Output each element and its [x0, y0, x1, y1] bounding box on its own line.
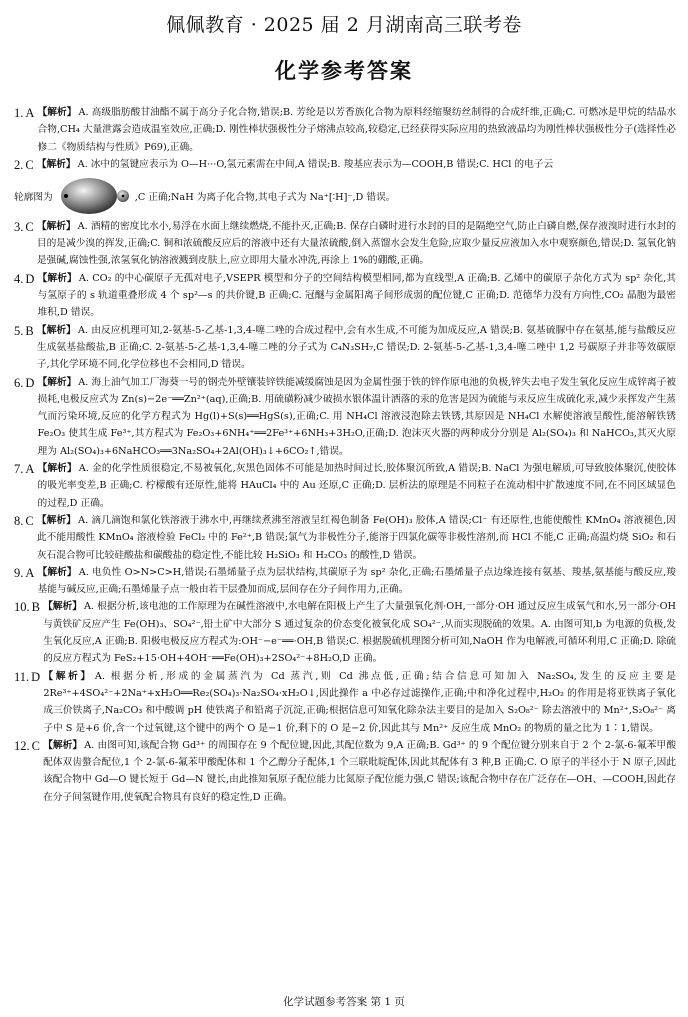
answer-item-12 [14, 737, 676, 806]
question-number: 1. [14, 106, 24, 120]
analysis-tag: 【解析】 [43, 739, 83, 751]
analysis-tag: 【解析】 [37, 376, 77, 388]
analysis-text: A. 冰中的氢键应表示为 O—H···O,氢元素需在中间,A 错误;B. 羧基应表示为—COOH,B 错误;C. HCl 的电子云 [77, 158, 554, 170]
question-number: 4. [14, 271, 24, 286]
page-footer: 化学试题参考答案 第 1 页 [283, 996, 405, 1008]
answer-choice: C [31, 738, 40, 753]
analysis-tag: 【解析】 [37, 463, 77, 475]
analysis-text: A. 电负性 O>N>C>H,错误;石墨烯量子点为层状结构,其碳原子为 sp² 杂化,正确;石墨烯量子点边缘连接有氨基、羧基,氨基能与酸反应,羧基能与碱反应,正确;石墨烯量子点一般由若干层叠加而成,层间存在分子间作用力,正确。 [37, 566, 676, 596]
figure-suffix-text: ,C 正确;NaH 为离子化合物,其电子式为 Na⁺[∶H]⁻,D 错误。 [134, 191, 396, 203]
answer-item-10 [14, 598, 676, 667]
question-number: 10. [14, 600, 30, 615]
question-number: 3. [14, 219, 24, 234]
question-number: 12. [14, 738, 30, 753]
electron-cloud-line [14, 174, 676, 218]
exam-header: 佩佩教育 · 2025 届 2 月湖南高三联考卷 [166, 14, 522, 36]
question-number: 2. [14, 157, 24, 172]
analysis-text: A. 海上油气加工厂海葵一号的钢壳外壁镶装锌铁能减缓腐蚀是因为金属性强于铁的锌作原电池的负极,锌失去电子发生氧化反应生成锌离子被损耗,电极反应式为 Zn(s)−2e⁻══Zn²⁺(aq),正确;B. 用硫磺粉减少破损水银体温计洒落的汞的危害是因为硫能与汞反应生成硫化汞,减少汞挥发产生蒸气而污染环境,反应的化学方程式为 Hg(l)+S(s)══HgS(s),正确;C. 用 NH₄Cl 溶液浸泡除去铁锈,其原因是 NH₄Cl 水解使溶液呈酸性,能溶解铁锈 Fe₂O₃ 使其生成 Fe³⁺,其方程式为 Fe₂O₃+6NH₄⁺══2Fe³⁺+6NH₃+3H₂O,正确;D. 泡沫灭火器的两种成分分别是 Al₂(SO₄)₃ 和 NaHCO₃,其灭火原理为 Al₂(SO₄)₃+6NaHCO₃══3Na₂SO₄+2Al(OH)₃↓+6CO₂↑,错误。 [37, 376, 676, 457]
analysis-text: A. 根据分析,该电池的工作原理为在碱性溶液中,水电解在阳极上产生了大量强氧化剂·OH,一部分·OH 通过反应生成氧气和水,另一部分·OH 与黄铁矿反应产生 Fe(OH)₃、SO₄²⁻,铅土矿中大部分 S 通过复杂的价态变化被氧化成 SO₄²⁻,从而实现脱硫的效果。A. 由图可知,b 为电源的负极,发生氧化反应,A 正确;B. 阳极电极反应方程式为:OH⁻−e⁻══·OH,B 错误;C. 根据脱硫机理图分析可知,NaOH 作为电解液,可循环利用,C 正确;D. 除硫的反应方程式为 FeS₂+15·OH+4OH⁻══Fe(OH)₃+2SO₄²⁻+8H₂O,D 正确。 [43, 601, 676, 665]
answer-choice: A [25, 462, 35, 477]
analysis-tag: 【解析】 [36, 514, 77, 526]
answer-item-4 [14, 270, 676, 322]
analysis-tag: 【解析】 [37, 566, 77, 578]
answer-choice: C [25, 513, 34, 528]
answer-item-11 [14, 668, 676, 737]
analysis-tag: 【解析】 [36, 220, 76, 232]
answer-choice: B [31, 600, 40, 615]
analysis-text: A. 金的化学性质很稳定,不易被氧化,灰黑色固体不可能是加热时间过长,胶体聚沉所致,A 错误;B. NaCl 为强电解质,可导致胶体聚沉,使胶体的吸光率变差,B 正确;C. 柠檬酸有还原性,能将 HAuCl₄ 中的 Au 还原,C 正确;D. 层析法的原理是不同粒子在流动相中扩散速度不同,在不同区域显色的过程,D 正确。 [37, 463, 677, 509]
analysis-text: A. 由图可知,该配合物 Gd³⁺ 的周围存在 9 个配位键,因此,其配位数为 9,A 正确;B. Gd³⁺ 的 9 个配位键分别来自于 2 个 2-氯-6-氟苯甲酸配体双齿螯合配位,1 个 2-氯-6-氟苯甲酸配体和 1 个乙醇分子配体,1 个三联吡啶配体,因此其配体有 3 种,B 正确;C. O 原子的半径小于 N 原子,因此该配合物中 Gd—O 键长短于 Gd—N 键长,由此推知氧原子配位能力比氮原子配位能力强,C 错误;该配合物中存在广泛存在—OH、—COOH,因此存在分子间氢键作用,使氧配合物具有良好的稳定性,D 正确。 [43, 739, 676, 803]
question-number: 9. [14, 565, 24, 580]
answer-choice: A [25, 565, 35, 580]
answer-choice: D [25, 271, 35, 286]
analysis-text: A. 高级脂肪酸甘油酯不属于高分子化合物,错误;B. 芳纶是以芳香族化合物为原料经缩聚纺丝制得的合成纤维,正确;C. 可燃冰是甲烷的结晶水合物,CH₄ 大量泄露会造成温室效应,正确;D. 刚性棒状强极性分子熔沸点较高,较稳定,已经获得实际应用的热致液晶均为刚性棒状强极性分子(选择性必修二《物质结构与性质》P69),正确。 [37, 107, 677, 153]
answer-choice: C [25, 219, 34, 234]
analysis-text: A. 由反应机理可知,2-氨基-5-乙基-1,3,4-噻二唑的合成过程中,会有水生成,不可能为加成反应,A 错误;B. 氨基硫脲中存在氨基,能与盐酸反应生成氨基盐酸盐,B 正确;C. 2-氨基-5-乙基-1,3,4-噻二唑的分子式为 C₄N₃SH₇,C 错误;D. 2-氨基-5-乙基-1,3,4-噻二唑中 1,2 号碳原子并非等效碳原子,其化学环境不同,化学位移也不会相同,D 错误。 [36, 324, 676, 371]
question-number: 6. [14, 375, 24, 390]
answer-item-2 [14, 156, 676, 174]
answer-item-3 [14, 218, 676, 270]
analysis-tag: 【解析】 [43, 601, 82, 613]
answer-item-1 [14, 104, 676, 156]
page-title: 化学参考答案 [275, 58, 413, 83]
analysis-text: A. 滴几滴饱和氯化铁溶液于沸水中,再继续煮沸至溶液呈红褐色制备 Fe(OH)₃ 胶体,A 错误;Cl⁻ 有还原性,也能使酸性 KMnO₄ 溶液褪色,因此不能用酸性 KMnO₄ 溶液检验 FeCl₂ 中的 Fe²⁺,B 错误;氯气为非极性分子,能溶于四氯化碳等非极性溶剂,而 HCl 不能,C 正确;高温灼烧 SiO₂ 和石灰石混合物可比较硅酸盐和碳酸盐的稳定性,不能比较 H₂SiO₃ 和 H₂CO₃ 的酸性,D 错误。 [36, 514, 677, 561]
answer-item-6 [14, 374, 676, 460]
analysis-text: A. 根据分析,形成的金属蒸汽为 Cd 蒸汽,则 Cd 沸点低,正确;结合信息可知加入 Na₂SO₄,发生的反应主要是 2Re³⁺+4SO₄²⁻+2Na⁺+xH₂O══Re₂(SO₄)₃·Na₂SO₄·xH₂O↓,因此操作 a 中必存过滤操作,正确;中和净化过程中,H₂O₂ 的作用是将亚铁离子氧化成三价铁离子,Na₂CO₃ 和中酸调 pH 使铁离子和铅离子沉淀,正确;根据信息可知氧化除杂法主要目的是加入 S₂O₈²⁻ 除去溶液中的 Mn²⁺,S₂O₈²⁻ 离子中 S 是+6 价,含一个过氧键,这个键中的两个 O 是−1 价,剩下的 O 是−2 价,因此其与 Mn²⁺ 反应生成 MnO₂ 的物质的量之比为 1∶1,错误。 [43, 670, 676, 734]
analysis-text: A. CO₂ 的中心碳原子无孤对电子,VSEPR 模型和分子的空间结构模型相同,都为直线型,A 正确;B. 乙烯中的碳原子杂化方式为 sp² 杂化,其与氢原子的 s 轨道重叠形成 4 个 sp²—s 的共价键,B 正确;C. 冠醚与金属阳离子间形成弱的配位键,C 正确;D. 范德华力没有方向性,CO₂ 晶胞为最密堆积,D 错误。 [37, 272, 676, 319]
answer-list [14, 104, 676, 806]
answer-choice: D [31, 669, 41, 684]
answer-choice: B [25, 323, 34, 338]
analysis-text: A. 酒精的密度比水小,易浮在水面上继续燃烧,不能扑灭,正确;B. 保存白磷时进行水封的目的是隔绝空气,防止白磷自燃,保存液溴时进行水封的目的是减少溴的挥发,正确;C. 铜和浓硫酸反应后的溶液中还有大量浓硫酸,倒入蒸馏水会发生危险,应取少量反应液加入水中观察颜色,错误;D. 氢氧化钠是强碱,腐蚀性强,浓氢氧化钠溶液溅到皮肤上,应立即用大量水冲洗,再涂上 1%的硼酸,正确。 [36, 220, 677, 267]
answer-choice: A [25, 106, 35, 120]
question-number: 7. [14, 462, 24, 477]
analysis-tag: 【解析】 [36, 324, 76, 336]
analysis-tag: 【解析】 [37, 107, 77, 118]
answer-item-8 [14, 512, 676, 564]
analysis-tag: 【解析】 [36, 158, 76, 170]
analysis-tag: 【解析】 [37, 272, 77, 284]
question-number: 5. [14, 323, 24, 338]
answer-choice: D [25, 375, 35, 390]
analysis-tag: 【解析】 [43, 670, 93, 682]
answer-item-5 [14, 322, 676, 374]
question-number: 11. [14, 669, 30, 684]
answer-item-9 [14, 564, 676, 599]
electron-cloud-figure [59, 176, 131, 216]
figure-prefix-text: 轮廓图为 [14, 191, 53, 203]
question-number: 8. [14, 513, 24, 528]
answer-item-7 [14, 460, 676, 512]
answer-choice: C [25, 157, 34, 172]
